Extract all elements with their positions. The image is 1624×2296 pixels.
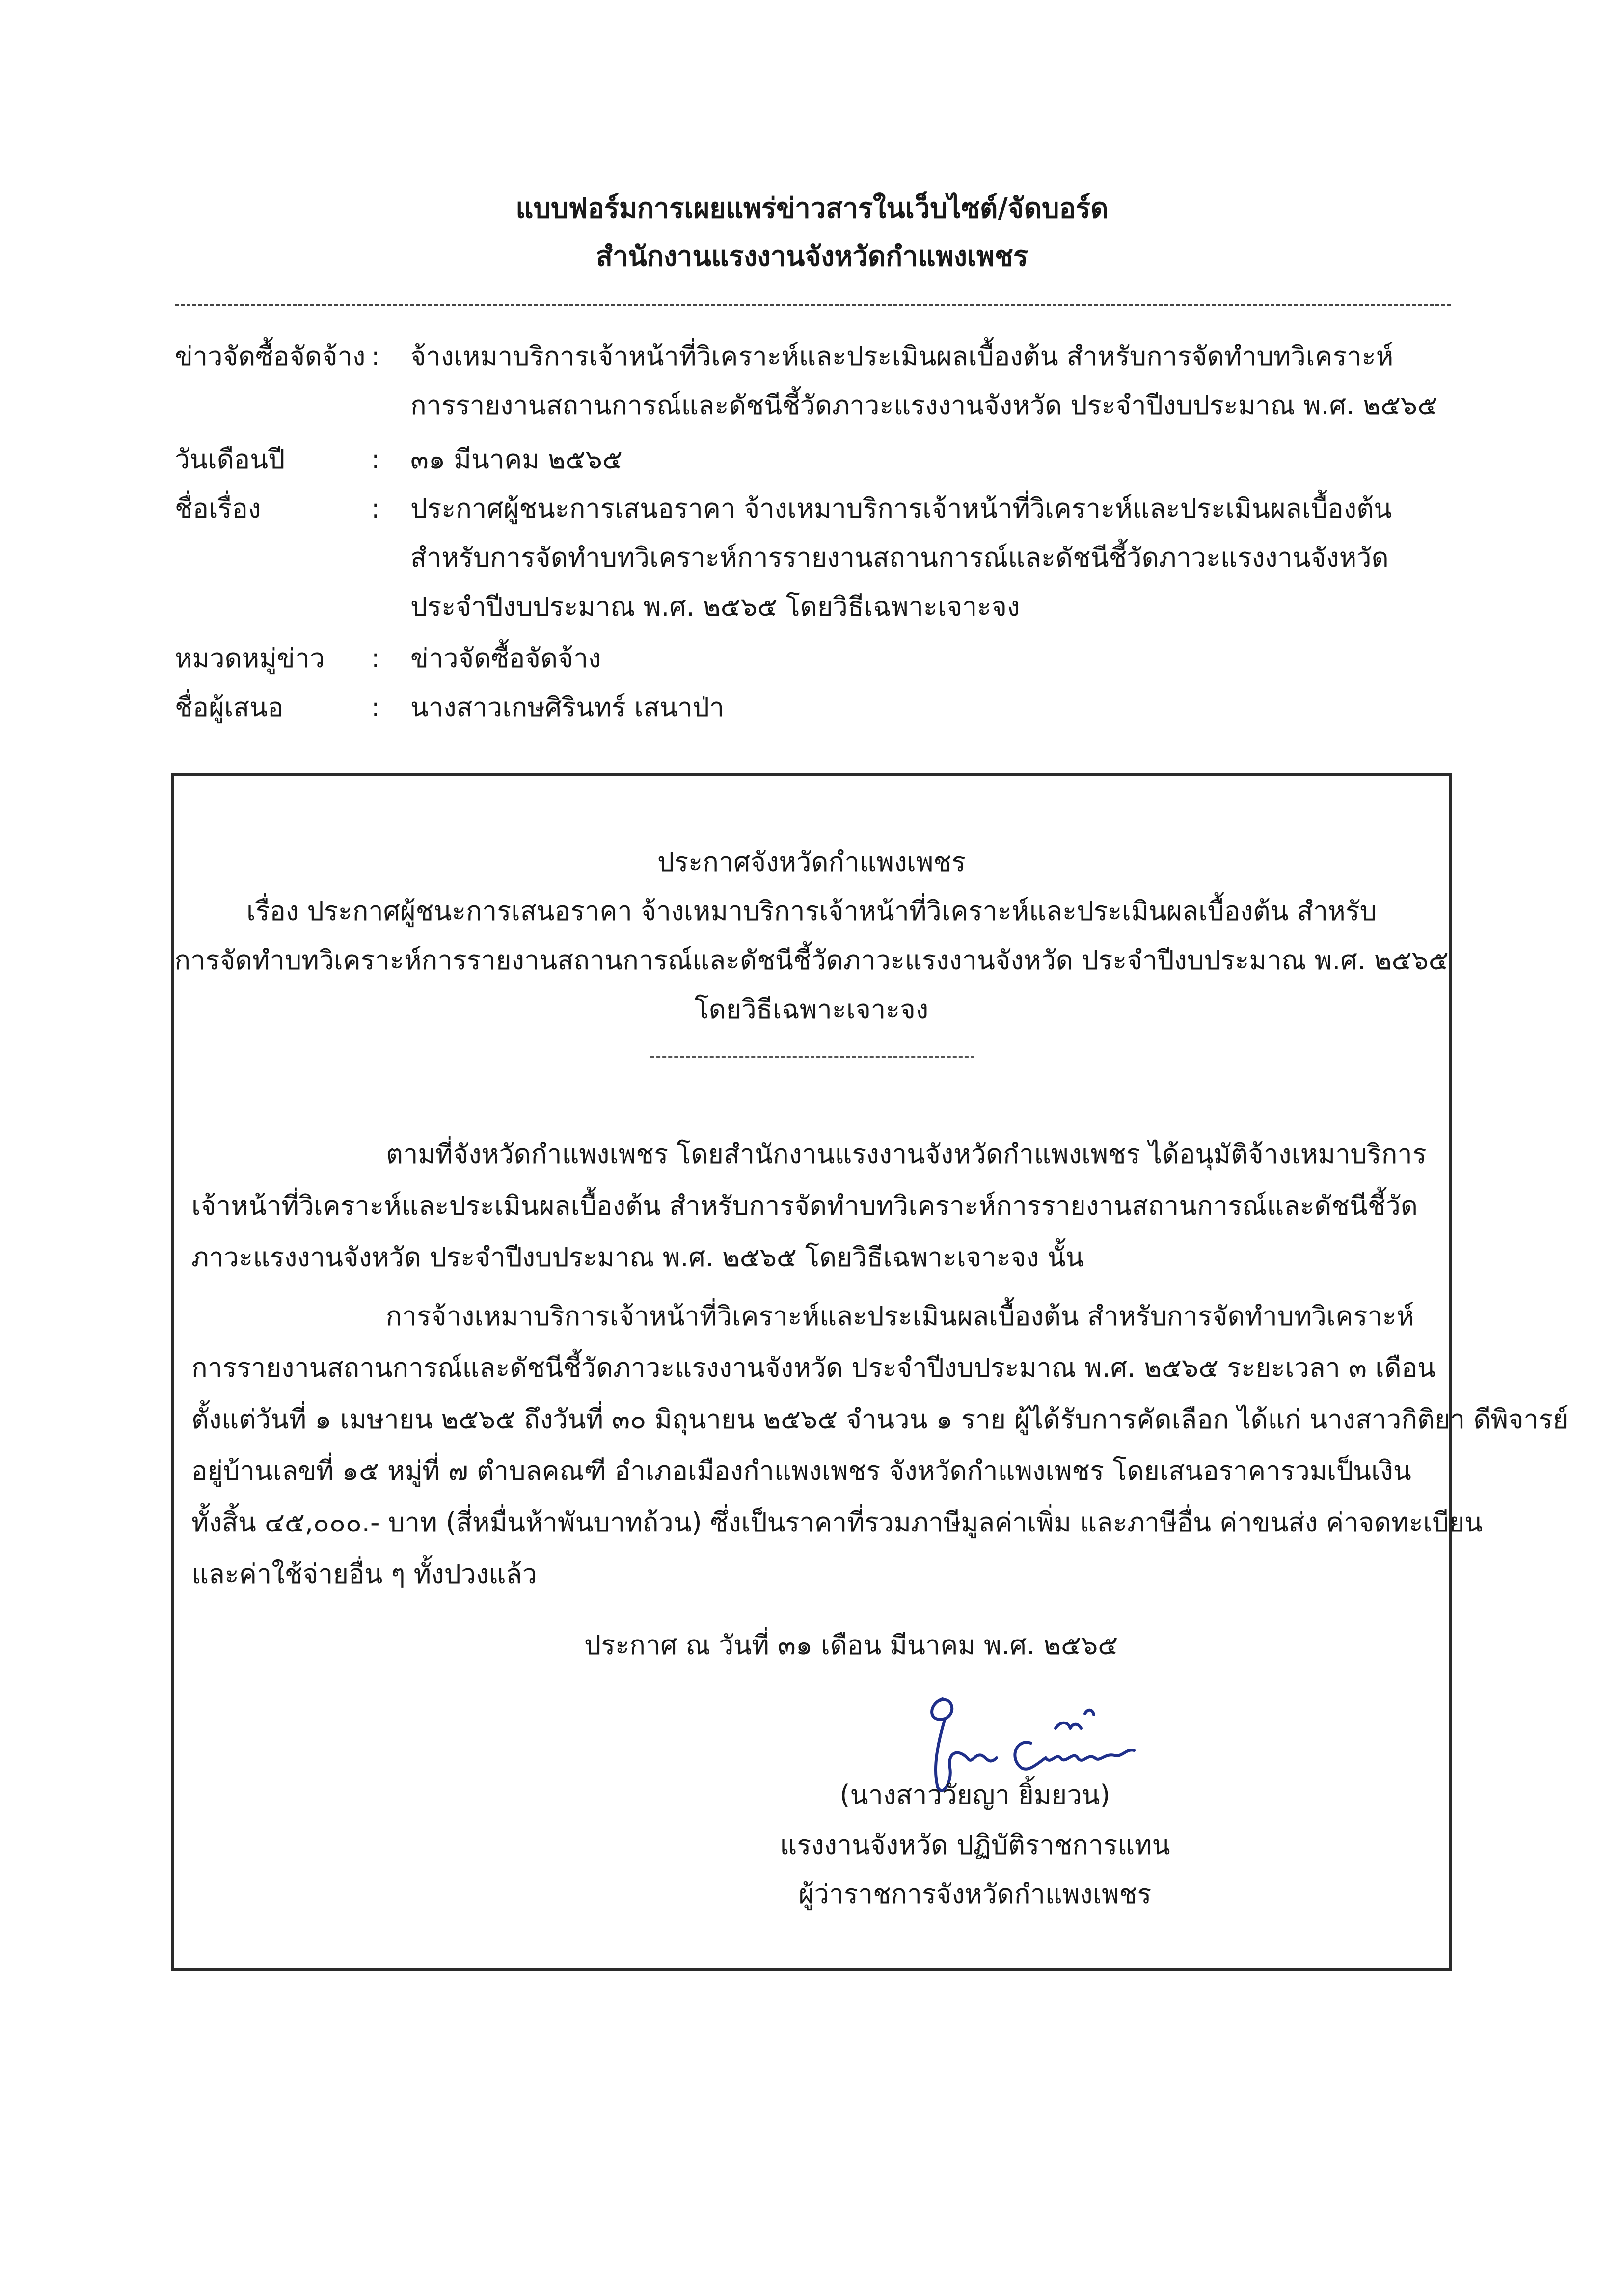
form-title: แบบฟอร์มการเผยแพร่ข่าวสารในเว็บไซต์/จัดบอร์ด — [515, 192, 1109, 224]
date-label: วันเดือนปี — [175, 444, 285, 475]
para2-line4: อยู่บ้านเลขที่ ๑๕ หมู่ที่ ๗ ตำบลคณฑี อำเภอเมืองกำแพงเพชร จังหวัดกำแพงเพชร โดยเสนอราคารวมเป็นเงิน — [191, 1455, 1411, 1486]
meta-colon: : — [371, 444, 380, 475]
proposer-label: ชื่อผู้เสนอ — [175, 692, 284, 723]
para1-line1: ตามที่จังหวัดกำแพงเพชร โดยสำนักงานแรงงานจังหวัดกำแพงเพชร ได้อนุมัติจ้างเหมาบริการ — [386, 1139, 1427, 1170]
category-label: หมวดหมู่ข่าว — [175, 643, 325, 674]
subject-value-line1: ประกาศผู้ชนะการเสนอราคา จ้างเหมาบริการเจ้าหน้าที่วิเคราะห์และประเมินผลเบื้องต้น — [410, 493, 1392, 524]
para2-line2: การรายงานสถานการณ์และดัชนีชี้วัดภาวะแรงงานจังหวัด ประจำปีงบประมาณ พ.ศ. ๒๕๖๕ ระยะเวลา ๓ เดือน — [191, 1352, 1436, 1383]
signer-position-line1: แรงงานจังหวัด ปฏิบัติราชการแทน — [780, 1830, 1170, 1860]
header-divider — [175, 304, 1451, 306]
procurement-value-line2: การรายงานสถานการณ์และดัชนีชี้วัดภาวะแรงงานจังหวัด ประจำปีงบประมาณ พ.ศ. ๒๕๖๕ — [410, 390, 1437, 421]
signer-name: (นางสาววัยญา ยิ้มยวน) — [839, 1779, 1110, 1810]
subject-label: ชื่อเรื่อง — [175, 493, 261, 524]
announcement-date: ประกาศ ณ วันที่ ๓๑ เดือน มีนาคม พ.ศ. ๒๕๖๕ — [584, 1630, 1118, 1661]
para2-line5: ทั้งสิ้น ๔๕,๐๐๐.- บาท (สี่หมื่นห้าพันบาทถ้วน) ซึ่งเป็นราคาที่รวมภาษีมูลค่าเพิ่ม และภาษีอื่น ค่าขนส่ง ค่าจดทะเบียน — [191, 1507, 1483, 1538]
notice-subject-line1: เรื่อง ประกาศผู้ชนะการเสนอราคา จ้างเหมาบริการเจ้าหน้าที่วิเคราะห์และประเมินผลเบื้องต้น สำหรับ — [246, 896, 1377, 927]
date-value: ๓๑ มีนาคม ๒๕๖๕ — [410, 444, 623, 475]
para2-line6: และค่าใช้จ่ายอื่น ๆ ทั้งปวงแล้ว — [191, 1558, 537, 1589]
procurement-value-line1: จ้างเหมาบริการเจ้าหน้าที่วิเคราะห์และประเมินผลเบื้องต้น สำหรับการจัดทำบทวิเคราะห์ — [410, 341, 1394, 372]
category-value: ข่าวจัดซื้อจัดจ้าง — [410, 643, 601, 674]
subject-value-line3: ประจำปีงบประมาณ พ.ศ. ๒๕๖๕ โดยวิธีเฉพาะเจาะจง — [410, 591, 1020, 622]
notice-subject-line3: โดยวิธีเฉพาะเจาะจง — [694, 994, 929, 1025]
procurement-label: ข่าวจัดซื้อจัดจ้าง — [175, 341, 366, 372]
para1-line2: เจ้าหน้าที่วิเคราะห์และประเมินผลเบื้องต้น สำหรับการจัดทำบทวิเคราะห์การรายงานสถานการณ์และดัชนีชี้วัด — [191, 1190, 1418, 1221]
notice-divider — [650, 1056, 974, 1058]
proposer-value: นางสาวเกษศิรินทร์ เสนาป่า — [410, 692, 725, 723]
para2-line3: ตั้งแต่วันที่ ๑ เมษายน ๒๕๖๕ ถึงวันที่ ๓๐ มิถุนายน ๒๕๖๕ จำนวน ๑ ราย ผู้ได้รับการคัดเลือก ได้แก่ นางสาวกิติยา ดีพิจารย์ — [191, 1404, 1569, 1435]
meta-colon: : — [371, 493, 380, 524]
notice-heading: ประกาศจังหวัดกำแพงเพชร — [657, 847, 966, 877]
office-name: สำนักงานแรงงานจังหวัดกำแพงเพชร — [595, 241, 1029, 273]
subject-value-line2: สำหรับการจัดทำบทวิเคราะห์การรายงานสถานการณ์และดัชนีชี้วัดภาวะแรงงานจังหวัด — [410, 542, 1389, 573]
para1-line3: ภาวะแรงงานจังหวัด ประจำปีงบประมาณ พ.ศ. ๒๕๖๕ โดยวิธีเฉพาะเจาะจง นั้น — [191, 1242, 1084, 1273]
signer-position-line2: ผู้ว่าราชการจังหวัดกำแพงเพชร — [798, 1879, 1152, 1910]
notice-subject-line2: การจัดทำบทวิเคราะห์การรายงานสถานการณ์และดัชนีชี้วัดภาวะแรงงานจังหวัด ประจำปีงบประมาณ พ.ศ. ๒๕๖๕ — [174, 945, 1449, 976]
meta-colon: : — [371, 692, 380, 723]
para2-line1: การจ้างเหมาบริการเจ้าหน้าที่วิเคราะห์และประเมินผลเบื้องต้น สำหรับการจัดทำบทวิเคราะห์ — [386, 1301, 1414, 1332]
meta-colon: : — [371, 643, 380, 674]
meta-colon: : — [371, 341, 380, 372]
